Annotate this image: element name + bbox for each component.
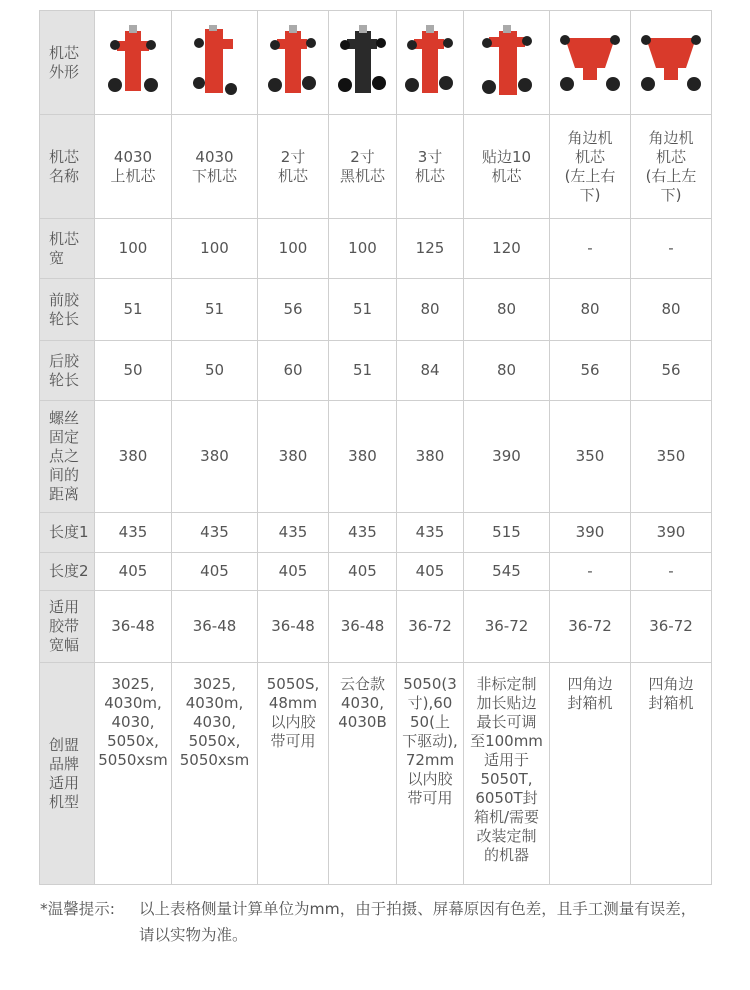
red-machine-core-icon: [185, 23, 245, 103]
cell-length1: 435: [95, 513, 172, 553]
cell-front-wheel: 80: [397, 279, 464, 341]
row-header: 机芯 宽: [40, 219, 95, 279]
cell-width: 125: [397, 219, 464, 279]
cell-models: 四角边 封箱机: [631, 663, 712, 885]
row-header: 机芯 名称: [40, 115, 95, 219]
cell-screw-distance: 380: [329, 401, 397, 513]
row-shape: [40, 11, 712, 115]
cell-name: 2寸 黑机芯: [329, 115, 397, 219]
cell-rear-wheel: 80: [464, 341, 550, 401]
cell-name: 3寸 机芯: [397, 115, 464, 219]
row-models: [40, 663, 712, 885]
cell-length2: 405: [397, 553, 464, 591]
red-machine-core-icon: [477, 23, 537, 103]
cell-tape-width: 36-48: [95, 591, 172, 663]
red-machine-core-icon: [400, 23, 460, 103]
cell-name: 贴边10 机芯: [464, 115, 550, 219]
cell-length1: 515: [464, 513, 550, 553]
cell-name: 2寸 机芯: [258, 115, 329, 219]
footnote-text: 以上表格侧量计算单位为mm，由于拍摄、屏幕原因有色差，且手工测量有误差，请以实物为准。: [139, 900, 697, 944]
cell-width: 100: [172, 219, 258, 279]
cell-length1: 390: [550, 513, 631, 553]
cell-length2: 405: [329, 553, 397, 591]
row-header: 前胶 轮长: [40, 279, 95, 341]
cell-width: 100: [258, 219, 329, 279]
cell-image: [172, 11, 258, 115]
cell-image: [329, 11, 397, 115]
cell-screw-distance: 350: [631, 401, 712, 513]
cell-tape-width: 36-48: [172, 591, 258, 663]
cell-front-wheel: 51: [172, 279, 258, 341]
row-header: 长度1: [40, 513, 95, 553]
cell-models: 5050(3 寸),60 50(上 下驱动), 72mm 以内胶 带可用: [397, 663, 464, 885]
cell-width: 100: [95, 219, 172, 279]
row-tape-width: [40, 591, 712, 663]
cell-length2: 405: [258, 553, 329, 591]
cell-front-wheel: 51: [329, 279, 397, 341]
row-header: 螺丝 固定 点之 间的 距离: [40, 401, 95, 513]
cell-models: 3025, 4030m, 4030, 5050x, 5050xsm: [95, 663, 172, 885]
cell-screw-distance: 390: [464, 401, 550, 513]
cell-image: [550, 11, 631, 115]
cell-rear-wheel: 60: [258, 341, 329, 401]
cell-rear-wheel: 56: [550, 341, 631, 401]
cell-tape-width: 36-72: [397, 591, 464, 663]
cell-width: -: [550, 219, 631, 279]
cell-tape-width: 36-72: [631, 591, 712, 663]
cell-screw-distance: 380: [95, 401, 172, 513]
spec-table: [39, 10, 712, 885]
corner-machine-core-icon: [555, 28, 625, 98]
cell-name: 角边机 机芯 (左上右 下): [550, 115, 631, 219]
cell-front-wheel: 51: [95, 279, 172, 341]
row-header: 适用 胶带 宽幅: [40, 591, 95, 663]
cell-image: [258, 11, 329, 115]
cell-length1: 435: [397, 513, 464, 553]
row-front-wheel: [40, 279, 712, 341]
cell-rear-wheel: 84: [397, 341, 464, 401]
cell-width: 100: [329, 219, 397, 279]
cell-image: [464, 11, 550, 115]
cell-rear-wheel: 56: [631, 341, 712, 401]
cell-rear-wheel: 50: [95, 341, 172, 401]
cell-models: 3025, 4030m, 4030, 5050x, 5050xsm: [172, 663, 258, 885]
cell-length1: 435: [258, 513, 329, 553]
row-length1: [40, 513, 712, 553]
cell-tape-width: 36-72: [464, 591, 550, 663]
cell-models: 5050S, 48mm 以内胶 带可用: [258, 663, 329, 885]
black-machine-core-icon: [333, 23, 393, 103]
cell-rear-wheel: 51: [329, 341, 397, 401]
row-name: [40, 115, 712, 219]
cell-rear-wheel: 50: [172, 341, 258, 401]
cell-length2: -: [550, 553, 631, 591]
row-length2: [40, 553, 712, 591]
cell-front-wheel: 80: [631, 279, 712, 341]
cell-length2: -: [631, 553, 712, 591]
row-header: 后胶 轮长: [40, 341, 95, 401]
cell-tape-width: 36-48: [258, 591, 329, 663]
cell-screw-distance: 380: [172, 401, 258, 513]
cell-image: [95, 11, 172, 115]
cell-tape-width: 36-48: [329, 591, 397, 663]
row-header: 长度2: [40, 553, 95, 591]
cell-length2: 545: [464, 553, 550, 591]
cell-width: -: [631, 219, 712, 279]
cell-tape-width: 36-72: [550, 591, 631, 663]
red-machine-core-icon: [263, 23, 323, 103]
cell-screw-distance: 380: [397, 401, 464, 513]
cell-screw-distance: 350: [550, 401, 631, 513]
cell-image: [397, 11, 464, 115]
cell-length1: 435: [329, 513, 397, 553]
cell-length2: 405: [172, 553, 258, 591]
row-header: 机芯 外形: [40, 11, 95, 115]
row-width: [40, 219, 712, 279]
cell-width: 120: [464, 219, 550, 279]
cell-front-wheel: 80: [464, 279, 550, 341]
cell-length1: 390: [631, 513, 712, 553]
corner-machine-core-icon: [636, 28, 706, 98]
cell-models: 云仓款 4030, 4030B: [329, 663, 397, 885]
cell-models: 非标定制 加长贴边 最长可调 至100mm 适用于 5050T, 6050T封 箱机/需要 改装定制 的机器: [464, 663, 550, 885]
cell-name: 角边机 机芯 (右上左 下): [631, 115, 712, 219]
row-header: 创盟 品牌 适用 机型: [40, 663, 95, 885]
row-rear-wheel: [40, 341, 712, 401]
cell-screw-distance: 380: [258, 401, 329, 513]
row-screw-distance: [40, 401, 712, 513]
cell-name: 4030 下机芯: [172, 115, 258, 219]
footnote-label: *温馨提示:: [40, 900, 115, 918]
cell-length2: 405: [95, 553, 172, 591]
cell-image: [631, 11, 712, 115]
cell-front-wheel: 80: [550, 279, 631, 341]
cell-models: 四角边 封箱机: [550, 663, 631, 885]
cell-name: 4030 上机芯: [95, 115, 172, 219]
cell-front-wheel: 56: [258, 279, 329, 341]
cell-length1: 435: [172, 513, 258, 553]
red-machine-core-icon: [103, 23, 163, 103]
